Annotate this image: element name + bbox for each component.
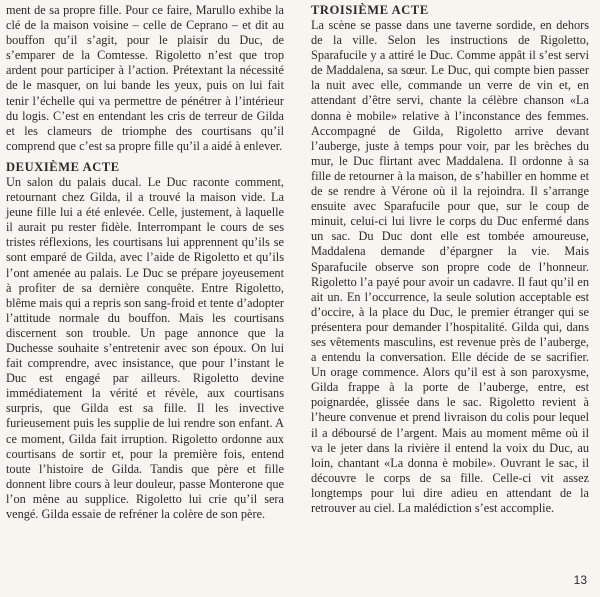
right-column	[311, 3, 589, 516]
continuation-paragraph: ment de sa propre fille. Pour ce faire, Marullo exhibe la clé de la maison voisine – celle de Ceprano – et dit au bouffon qu’il s’agit, pour le plaisir du Duc, de s’emparer de la Comtesse. Rigoletto n’est que trop ardent pour participer à l’action. Prétextant la nécessité de le masquer, on lui bande les yeux, puis on lui fait tenir l’échelle qui va permettre de pénétrer à l’intérieur du logis. C’est en entendant les cris de terreur de Gilda et les clameurs de triomphe des courtisans qu’il comprend que c’est sa propre fille qu’il a aidé à enlever.	[6, 3, 284, 153]
act-two-heading: DEUXIÈME ACTE	[6, 159, 120, 174]
page-number: 13	[573, 573, 587, 587]
act-three-paragraph: La scène se passe dans une taverne sordide, en dehors de la ville. Selon les instructions de Rigoletto, Sparafucile y a attiré le Duc. Comme appât il s’est servi de Maddalena, sa sœur. Le Duc, qui compte bien passer la nuit avec elle, commande un verre de vin et, en attendant d’être servi, chante la célèbre chanson «La donna è mobile» relative à l’inconstance des femmes. Accompagné de Gilda, Rigoletto arrive devant l’auberge, juste à temps pour voir, par les brèches du mur, le Duc flirtant avec Maddalena. Il ordonne à sa fille de retourner à la maison, de s’habiller en homme et de se rendre à Vérone où il la rejoindra. Il s’arrange ensuite avec Sparafucile pour que, sur le coup de minuit, celui-ci lui livre le corps du Duc enfermé dans un sac. Du Duc dont elle est tombée amoureuse, Maddalena demande d’épargner la vie. Mais Sparafucile observe son propre code de l’honneur. Rigoletto l’a payé pour avoir un cadavre. Il faut qu’il en ait un. En l’occurrence, la seule solution acceptable est d’occire, à la place du Duc, le premier étranger qui se présentera pour demander l’hospitalité. Gilda qui, dans ses vêtements masculins, est revenue près de l’auberge, a entendu la conversation. Elle décide de se sacrifier. Un orage commence. Alors qu’il est à son paroxysme, Gilda frappe à la porte de l’auberge, entre, est poignardée, glissée dans le sac. Rigoletto revient à l’heure convenue et prend livraison du colis pour lequel il a déboursé de l’argent. Mais au moment même où il va le jeter dans la rivière il entend la voix du Duc, au loin, chantant «La donna è mobile». Ouvrant le sac, il découvre le corps de sa fille. Celle-ci vit assez longtemps pour lui dire adieu en attendant de la retrouver au ciel. La malédiction s’est accomplie.	[311, 18, 589, 515]
left-column	[6, 3, 284, 522]
act-three-heading: TROISIÈME ACTE	[311, 3, 429, 17]
act-two-paragraph: Un salon du palais ducal. Le Duc raconte comment, retournant chez Gilda, il a trouvé la maison vide. La jeune fille lui a été enlevée. Celle, justement, à laquelle il aurait pu rester fidèle. Interrompant le cours de ses tristes réflexions, les courtisans lui apprennent qu’ils se sont emparé de Gilda, avec l’aide de Rigoletto et qu’ils l’ont amenée au palais. Le Duc se prépare joyeusement à profiter de sa dernière conquête. Entre Rigoletto, blême mais qui a repris son sang-froid et tente d’adopter l’attitude normale du bouffon. Mais les courtisans discernent son trouble. Un page annonce que la Duchesse souhaite s’entretenir avec son époux. On lui fait comprendre, avec insistance, que pour l’instant le Duc est engagé par ailleurs. Rigoletto devine immédiatement la vérité et révèle, aux courtisans surpris, que Gilda est sa fille. Il les invective furieusement puis les supplie de lui rendre son enfant. A ce moment, Gilda fait irruption. Rigoletto ordonne aux courtisans de sortir et, pour la première fois, entend toute l’histoire de Gilda. Tandis que père et fille donnent libre cours à leur douleur, passe Monterone que l’on mène au supplice. Rigoletto lui crie qu’il sera vengé. Gilda essaie de refréner la colère de son père.	[6, 174, 284, 521]
